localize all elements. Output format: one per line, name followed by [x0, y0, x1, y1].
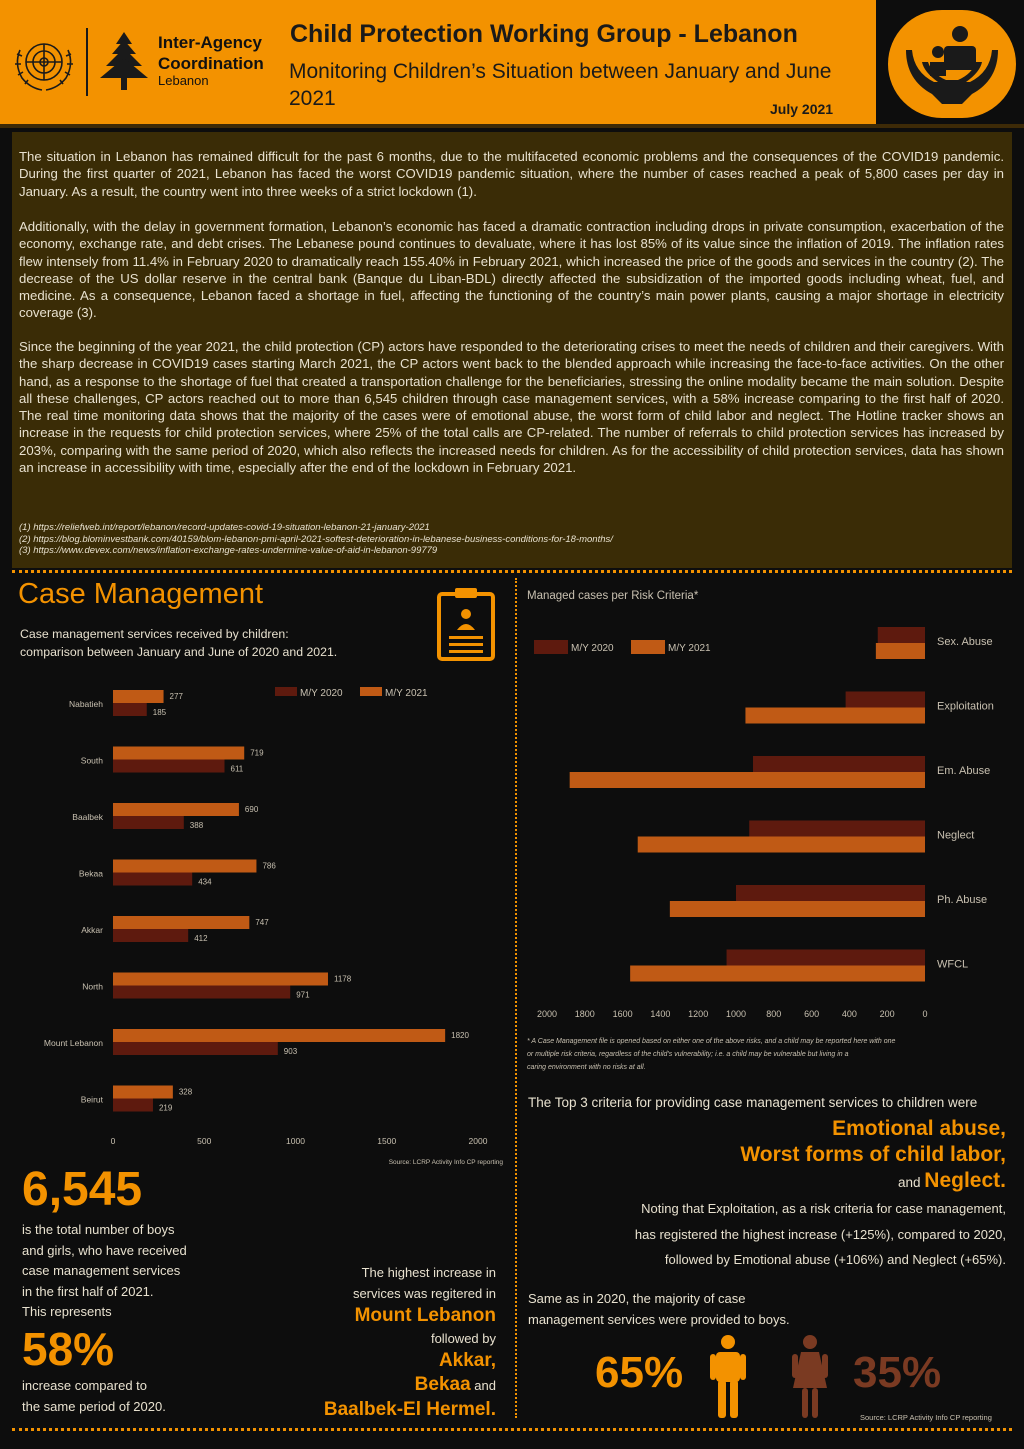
x-tick-label: 400 — [841, 1009, 857, 1019]
category-label: WFCL — [937, 958, 969, 971]
bar-2021 — [113, 803, 239, 816]
data-label-2021: 1820 — [451, 1031, 469, 1040]
family-hands-icon — [900, 20, 1004, 110]
legend-swatch-2020 — [534, 640, 568, 654]
increase-desc-line-1: increase compared to — [22, 1378, 148, 1393]
top3-criteria-2: Worst forms of child labor, — [740, 1143, 1006, 1166]
page-title: Child Protection Working Group - Lebanon — [290, 20, 798, 48]
footnote-line: or multiple risk criteria, regardless of the child's vulnerability; i.e. a child may be vulnerable but living in a — [527, 1051, 849, 1058]
divider-top — [12, 570, 1012, 573]
bar-2020 — [113, 1099, 153, 1112]
section-description — [20, 626, 420, 661]
reference-1: (1) https://reliefweb.int/report/lebanon/record-updates-covid-19-situation-lebanon-21-january-2021 — [19, 522, 430, 533]
top3-intro: The Top 3 criteria for providing case management services to children were — [528, 1095, 978, 1110]
bar-2021 — [113, 916, 249, 929]
intro-paragraph-3: Since the beginning of the year 2021, the child protection (CP) actors have responded to the deteriorating crises to meet the needs of children and their caregivers. With the sharp decrease in COVID19 cases starting March 2021, the CP actors went back to the blended approach while increasing the face-to-face activities. On the other hand, as a response to the shortage of fuel that created a transportation challenge for the beneficiaries, stressing the online modality became the main solution. Despite all these challenges, CP actors reached out to more than 6,545 children through case management services, with a 58% increase comparing to the first half of 2020. The real time monitoring data shows that the majority of the cases were of emotional abuse, the worst form of child labor and neglect. The Hotline tracker shows an increase in the requests for child protection services, where 25% of the total calls are CP-related. The number of referrals to child protection services has increased by 203%, comparing with the same period of 2020, which also reflects the increased needs for children. As for the accessibility of child protection services, data has shown an increase in accessibility with time, especially after the end of the lockdown in February 2021. — [19, 339, 1004, 476]
bar-2020 — [736, 885, 925, 901]
legend-swatch-2021 — [631, 640, 665, 654]
region-baalbek: Baalbek-El Hermel. — [323, 1399, 496, 1420]
data-label-2020: 971 — [296, 990, 310, 1000]
highest-line-2: services was regitered in — [352, 1286, 496, 1301]
logo-divider — [86, 28, 88, 96]
increase-percent: 58% — [22, 1323, 115, 1375]
x-tick-label: 200 — [879, 1009, 895, 1019]
data-label-2021: 1178 — [333, 974, 352, 984]
data-label-2020: 412 — [194, 934, 208, 943]
un-logo-icon — [10, 30, 78, 94]
category-label: North — [82, 981, 103, 992]
followed-by: followed by — [430, 1331, 496, 1346]
reference-2: (2) https://blog.blominvestbank.com/40159/blom-lebanon-pmi-april-2021-softest-deterioration-in-lebanese-business-conditions-for-18-months/ — [19, 533, 613, 545]
x-tick-label: 1800 — [574, 1009, 595, 1019]
category-label: Beirut — [80, 1094, 103, 1105]
bar-2020 — [749, 821, 925, 837]
top3-criteria-1: Emotional abuse, — [832, 1117, 1006, 1140]
x-tick-label: 1000 — [725, 1009, 747, 1019]
and-word: and — [474, 1378, 496, 1393]
header-divider — [0, 124, 1024, 128]
bar-2021 — [570, 772, 925, 788]
page-subtitle: Monitoring Children’s Situation between January and June 2021 — [289, 60, 832, 110]
gender-line-2: management services were provided to boys. — [528, 1312, 790, 1327]
section-title: Case Management — [18, 578, 264, 610]
data-label-2021: 690 — [244, 805, 259, 814]
footnote-line: * A Case Management file is opened based on either one of the above risks, and a child may be reported here with one — [527, 1038, 896, 1045]
region-akkar: Akkar, — [438, 1350, 496, 1371]
cedar-tree-icon — [96, 30, 152, 92]
legend-label-2021: M/Y 2021 — [385, 688, 428, 699]
top3-and: and — [898, 1175, 921, 1190]
bar-2020 — [113, 760, 225, 773]
clipboard-icon — [436, 586, 496, 662]
data-label-2021: 786 — [262, 861, 276, 871]
region-bekaa: Bekaa — [414, 1374, 471, 1395]
x-tick-label: 2000 — [536, 1009, 558, 1019]
gender-intro — [528, 1288, 790, 1330]
boys-percent: 65% — [595, 1348, 684, 1397]
bar-2021 — [113, 690, 164, 703]
bar-2020 — [727, 950, 925, 966]
data-label-2020: 185 — [152, 708, 167, 717]
legend-label-2020: M/Y 2020 — [571, 643, 614, 654]
data-label-2021: 747 — [255, 918, 269, 927]
reference-3: (3) https://www.devex.com/news/inflation-exchange-rates-undermine-value-of-aid-in-lebanon-99779 — [19, 545, 438, 556]
bar-2020 — [113, 816, 184, 829]
gender-source: Source: LCRP Activity Info CP reporting — [860, 1413, 992, 1422]
bar-2021 — [630, 966, 925, 982]
girls-percent: 35% — [853, 1348, 942, 1397]
chart-title: Managed cases per Risk Criteria* — [527, 590, 699, 602]
top3-criteria-3: Neglect. — [924, 1169, 1006, 1192]
bar-2021 — [113, 1086, 173, 1099]
total-desc-line-2: and girls, who have received — [22, 1242, 187, 1258]
highest-region: Mount Lebanon — [354, 1305, 496, 1326]
legend-label-2021: M/Y 2021 — [668, 643, 711, 654]
description-line-1: Case management services received by children: — [20, 627, 289, 641]
publication-date: July 2021 — [770, 101, 834, 117]
boy-icon — [708, 1334, 748, 1420]
chart-footnote — [527, 1038, 895, 1071]
category-label: South — [80, 755, 103, 766]
data-label-2020: 434 — [198, 877, 212, 887]
bar-2021 — [876, 643, 925, 659]
category-label: Nabatieh — [68, 699, 103, 709]
highest-line-1: The highest increase in — [361, 1265, 496, 1280]
x-tick-label: 2000 — [468, 1136, 488, 1146]
x-tick-label: 0 — [922, 1009, 928, 1019]
top3-note-1: Noting that Exploitation, as a risk criteria for case management, — [641, 1201, 1006, 1216]
data-label-2020: 388 — [189, 821, 204, 830]
region-bar-chart — [0, 670, 515, 1170]
risk-criteria-chart — [518, 585, 1018, 1075]
total-desc-line-5: This represents — [22, 1304, 112, 1319]
org-line-3: Lebanon — [158, 73, 209, 88]
intro-panel — [12, 132, 1012, 568]
x-tick-label: 600 — [804, 1009, 820, 1019]
divider-bottom — [12, 1428, 1012, 1431]
increase-desc-line-2: the same period of 2020. — [22, 1398, 166, 1414]
bar-2021 — [113, 973, 328, 986]
chart-source: Source: LCRP Activity Info CP reporting — [388, 1159, 503, 1166]
total-desc-line-3: case management services — [22, 1263, 181, 1278]
data-label-2021: 277 — [169, 692, 183, 701]
org-line-2: Coordination — [158, 54, 264, 73]
bar-2020 — [878, 627, 925, 643]
bar-2021 — [638, 837, 925, 853]
legend-swatch-2020 — [275, 687, 297, 696]
top3-note-2: has registered the highest increase (+125%), compared to 2020, — [634, 1226, 1006, 1242]
category-label: Mount Lebanon — [43, 1038, 103, 1048]
bar-2021 — [745, 708, 925, 724]
category-label: Bekaa — [78, 868, 103, 879]
total-desc-line-4: in the first half of 2021. — [22, 1283, 154, 1299]
category-label: Akkar — [81, 925, 103, 935]
x-tick-label: 0 — [110, 1136, 116, 1146]
bar-2020 — [113, 929, 188, 942]
org-name — [158, 32, 264, 88]
data-label-2020: 903 — [283, 1047, 298, 1056]
top3-note-3: followed by Emotional abuse (+106%) and Neglect (+65%). — [664, 1252, 1006, 1267]
x-tick-label: 1600 — [612, 1009, 633, 1019]
bar-2020 — [113, 1042, 278, 1055]
footnote-line: caring environment with no risks at all. — [527, 1064, 646, 1071]
x-tick-label: 800 — [766, 1009, 782, 1019]
description-line-2: comparison between January and June of 2020 and 2021. — [20, 644, 338, 659]
data-label-2020: 219 — [158, 1103, 173, 1113]
top3-block — [528, 1090, 1006, 1273]
increase-description — [22, 1376, 166, 1417]
legend-label-2020: M/Y 2020 — [300, 688, 343, 699]
highest-increase-block — [300, 1262, 496, 1422]
data-label-2021: 719 — [250, 748, 264, 758]
org-line-1: Inter-Agency — [158, 33, 262, 52]
category-label: Neglect — [937, 829, 975, 842]
x-tick-label: 1400 — [650, 1009, 671, 1019]
bar-2020 — [113, 873, 192, 886]
gender-line-1: Same as in 2020, the majority of case — [528, 1291, 746, 1306]
bar-2020 — [113, 703, 147, 716]
x-tick-label: 1200 — [688, 1009, 709, 1019]
bar-2020 — [753, 756, 925, 772]
data-label-2020: 611 — [230, 764, 244, 774]
intro-paragraph-1: The situation in Lebanon has remained difficult for the past 6 months, due to the multifaceted economic problems and the consequences of the COVID19 pandemic. During the first quarter of 2021, Lebanon has faced the worst COVID19 pandemic situation, where the number of cases reached a peak of 5,800 cases per day in January. As a result, the country went into three weeks of a strict lockdown (1). — [19, 149, 1004, 199]
category-label: Baalbek — [72, 812, 103, 822]
intro-paragraph-2: Additionally, with the delay in government formation, Lebanon’s economic has faced a dramatic contraction including drops in private consumption, exacerbation of the economy, exchange rate, and debt crises. The Lebanese pound continues to devaluate, where it has lost 85% of its value since the inflation of 2019. The inflation rates flew intensely from 11.4% in February 2020 to dramatically reach 155.40% in February 2021, which increased the price of the goods and services in the country (2). The decrease of the US dollar reserve in the central bank (Banque du Liban-BDL) directly affected the subsidization of the imported goods including wheat, fuel, and medicine. As a consequence, Lebanon faced a shortage in fuel, affecting the functioning of the country’s main power plants, causing a major shortage in electricity coverage (3). — [19, 219, 1004, 321]
bar-2021 — [113, 1029, 445, 1042]
divider-vertical — [515, 578, 517, 1418]
total-desc-line-1: is the total number of boys — [22, 1222, 175, 1237]
data-label-2021: 328 — [178, 1087, 193, 1097]
total-description — [22, 1220, 187, 1323]
legend-swatch-2021 — [360, 687, 382, 696]
category-label: Em. Abuse — [937, 765, 991, 777]
references — [19, 522, 613, 557]
category-label: Sex. Abuse — [937, 636, 993, 648]
bar-2021 — [113, 747, 244, 760]
x-tick-label: 500 — [197, 1136, 212, 1146]
bar-2020 — [846, 692, 925, 708]
category-label: Exploitation — [937, 700, 994, 713]
x-tick-label: 1500 — [377, 1136, 397, 1146]
girl-icon — [790, 1334, 830, 1420]
bar-2021 — [670, 901, 925, 917]
x-tick-label: 1000 — [286, 1136, 305, 1146]
bar-2020 — [113, 986, 290, 999]
category-label: Ph. Abuse — [937, 894, 988, 906]
bar-2021 — [113, 860, 256, 873]
total-children-number: 6,545 — [22, 1163, 143, 1216]
